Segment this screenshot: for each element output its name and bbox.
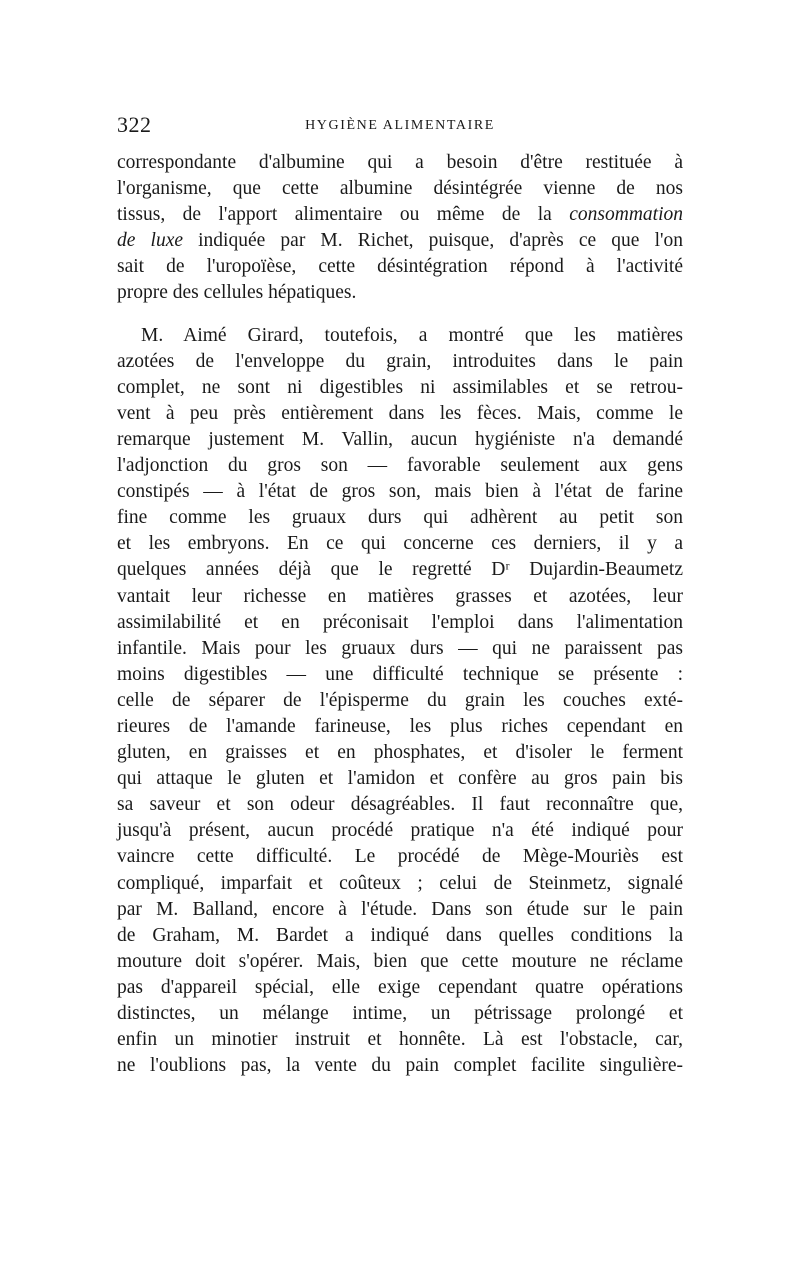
text-line <box>117 202 683 228</box>
text-line: constipés — à l'état de gros son, mais bien à l'état de farine <box>117 481 683 503</box>
text-line: quelques années déjà que le regretté Dʳ Dujardin-Beaumetz <box>117 559 683 581</box>
text-line: distinctes, un mélange intime, un pétrissage prolongé et <box>117 1003 683 1024</box>
text-run: indiquée par M. Richet, puisque, d'après ce que l'on <box>183 230 683 252</box>
text-line: ne l'oublions pas, la vente du pain complet facilite singulière- <box>117 1055 683 1077</box>
text-line: mouture doit s'opérer. Mais, bien que cette mouture ne réclame <box>117 950 683 972</box>
text-line: vaincre cette difficulté. Le procédé de Mège-Mouriès est <box>117 846 683 868</box>
text-line: vantait leur richesse en matières grasses et azotées, leur <box>117 585 683 607</box>
page-header <box>117 112 683 142</box>
text-line: M. Aimé Girard, toutefois, a montré que les matières <box>141 324 683 346</box>
text-line <box>117 228 683 254</box>
text-run: tissus, de l'apport alimentaire ou même de la <box>117 204 570 226</box>
text-line: assimilabilité et en préconisait l'emploi dans l'alimentation <box>117 611 683 633</box>
text-line: gluten, en graisses et en phosphates, et d'isoler le ferment <box>117 742 683 764</box>
text-line: pas d'appareil spécial, elle exige cependant quatre opérations <box>117 976 683 998</box>
text-line: rieures de l'amande farineuse, les plus riches cependant en <box>117 715 683 737</box>
paragraph-gap <box>117 307 683 323</box>
text-line: infantile. Mais pour les gruaux durs — qui ne paraissent pas <box>117 637 683 659</box>
italic-term: de luxe <box>117 230 184 252</box>
text-line: et les embryons. En ce qui concerne ces derniers, il y a <box>117 533 683 555</box>
running-title: HYGIÈNE ALIMENTAIRE <box>305 118 495 133</box>
text-line: sa saveur et son odeur désagréables. Il faut reconnaître que, <box>117 794 683 816</box>
text-line: moins digestibles — une difficulté technique se présente : <box>117 663 683 685</box>
text-line: jusqu'à présent, aucun procédé pratique n'a été indiqué pour <box>117 820 683 842</box>
text-line: de Graham, M. Bardet a indiqué dans quelles conditions la <box>117 924 683 946</box>
text-line: azotées de l'enveloppe du grain, introduites dans le pain <box>117 350 683 372</box>
text-line: propre des cellules hépatiques. <box>117 282 357 304</box>
italic-term: consommation <box>569 204 683 226</box>
text-line: celle de séparer de l'épisperme du grain les couches exté- <box>117 689 683 711</box>
text-line: correspondante d'albumine qui a besoin d'être restituée à <box>117 152 683 173</box>
text-line: sait de l'uropoïèse, cette désintégration répond à l'activité <box>117 256 683 278</box>
text-line: vent à peu près entièrement dans les fèces. Mais, comme le <box>117 402 683 424</box>
text-line: par M. Balland, encore à l'étude. Dans son étude sur le pain <box>117 898 683 920</box>
text-line: qui attaque le gluten et l'amidon et confère au gros pain bis <box>117 768 683 790</box>
text-line: compliqué, imparfait et coûteux ; celui de Steinmetz, signalé <box>117 872 683 894</box>
text-line: l'organisme, que cette albumine désintégrée vienne de nos <box>117 178 683 200</box>
page-number: 322 <box>117 112 152 137</box>
text-line: l'adjonction du gros son — favorable seulement aux gens <box>117 455 683 477</box>
text-line: enfin un minotier instruit et honnête. Là est l'obstacle, car, <box>117 1029 683 1051</box>
text-line: complet, ne sont ni digestibles ni assimilables et se retrou- <box>117 376 683 398</box>
text-line: fine comme les gruaux durs qui adhèrent au petit son <box>117 507 683 529</box>
text-line: remarque justement M. Vallin, aucun hygiéniste n'a demandé <box>117 428 683 450</box>
body-text <box>117 150 683 1079</box>
